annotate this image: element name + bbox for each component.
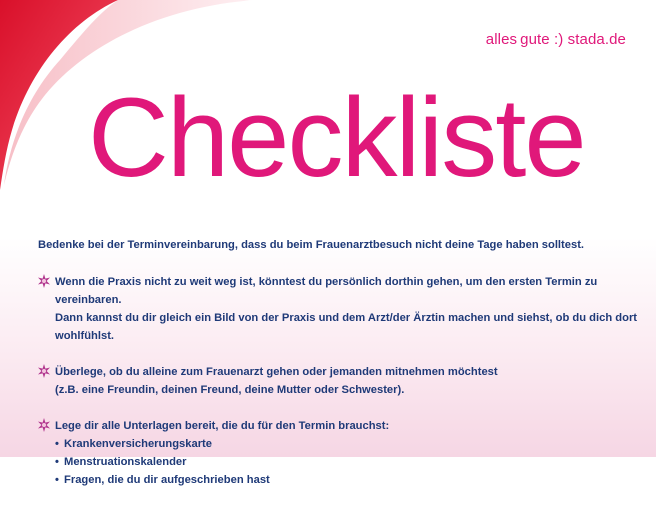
item-line: Überlege, ob du alleine zum Frauenarzt gehen oder jemanden mitnehmen möchtest xyxy=(55,366,498,378)
list-item: • Fragen, die du dir aufgeschrieben hast xyxy=(55,471,638,489)
brand-url: stada.de xyxy=(567,31,626,48)
item-line: wohlfühlst. xyxy=(55,330,115,342)
flower-star-icon xyxy=(37,364,51,378)
brand-logo xyxy=(486,31,626,48)
item-line: Dann kannst du dir gleich ein Bild von der Praxis und dem Arzt/der Ärztin machen und siehst, ob du dich dort xyxy=(55,312,638,324)
intro-text: Bedenke bei der Terminvereinbarung, dass du beim Frauenarztbesuch nicht deine Tage haben solltest. xyxy=(38,239,585,251)
item-line: (z.B. eine Freundin, deinen Freund, deine Mutter oder Schwester). xyxy=(55,384,405,396)
checklist-item-1 xyxy=(38,273,638,345)
item-line: Wenn die Praxis nicht zu weit weg ist, könntest du persönlich dorthin gehen, um den ersten Termin zu vereinbaren. xyxy=(55,276,598,306)
brand-part-alles: alles xyxy=(485,31,518,48)
item-line: Lege dir alle Unterlagen bereit, die du für den Termin brauchst: xyxy=(55,420,390,432)
page-title: Checkliste xyxy=(88,75,585,200)
list-item: • Krankenversicherungskarte xyxy=(55,435,638,453)
flower-star-icon xyxy=(37,274,51,288)
flower-star-icon xyxy=(37,418,51,432)
checklist-item-2 xyxy=(38,363,638,399)
list-item: • Menstruationskalender xyxy=(55,453,638,471)
checklist-item-3 xyxy=(38,417,638,489)
checklist-body xyxy=(38,236,638,507)
brand-part-gute: gute :) xyxy=(520,31,564,48)
document-list xyxy=(55,435,638,489)
